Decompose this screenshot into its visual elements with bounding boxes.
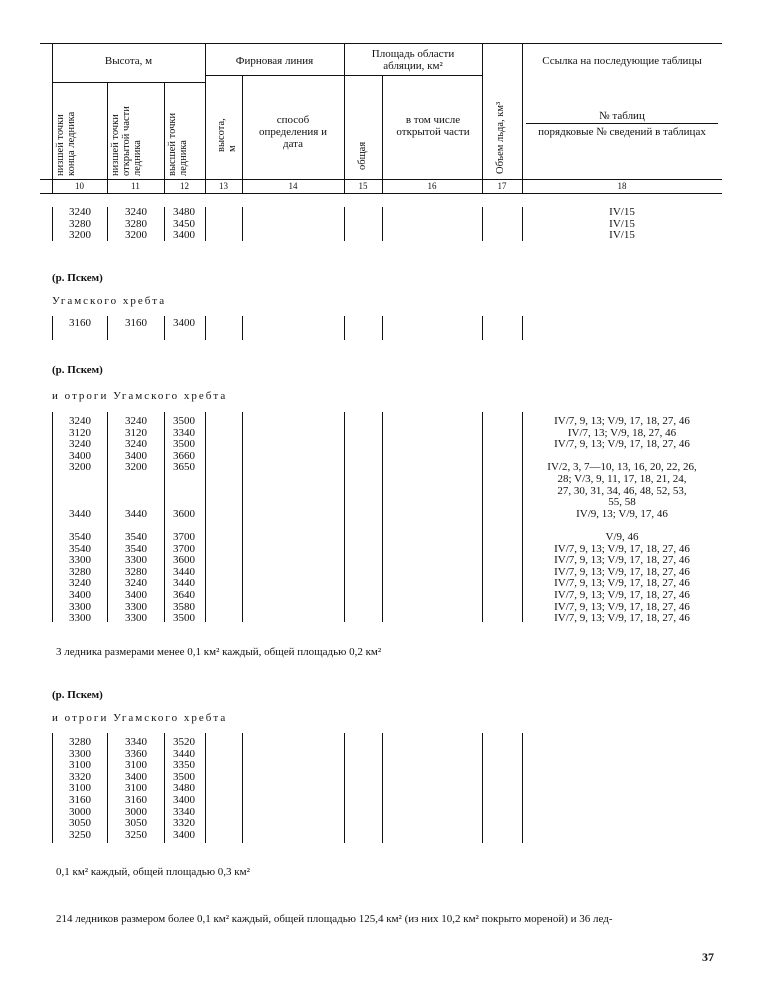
column-rule bbox=[522, 733, 523, 843]
col11-values: 3160 bbox=[125, 317, 147, 329]
column-rule bbox=[164, 316, 165, 340]
column-rule bbox=[482, 733, 483, 843]
header-group-firn: Фирновая линия bbox=[235, 55, 314, 67]
column-rule bbox=[52, 412, 53, 622]
column-rule bbox=[164, 412, 165, 622]
page-number: 37 bbox=[702, 950, 714, 964]
column-rule bbox=[482, 207, 483, 241]
ref-line: IV/7, 13; V/9, 18, 27, 46 bbox=[567, 426, 677, 439]
column-rule bbox=[52, 316, 53, 340]
column-rule bbox=[482, 412, 483, 622]
header-group-height: Высота, м bbox=[104, 55, 153, 67]
ref-line: 28; V/3, 9, 11, 17, 18, 21, 24, bbox=[557, 472, 687, 485]
column-rule bbox=[242, 733, 243, 843]
column-rule bbox=[382, 207, 383, 241]
ref-line: 55, 58 bbox=[608, 496, 636, 509]
ref-line: IV/7, 9, 13; V/9, 17, 18, 27, 46 bbox=[554, 600, 690, 613]
col-number: 12 bbox=[180, 181, 189, 191]
ref-line: IV/7, 9, 13; V/9, 17, 18, 27, 46 bbox=[554, 588, 690, 601]
summary-text: 214 ледников размером более 0,1 км² каждый, общей площадью 125,4 км² (из них 10,2 км² покрыто мореной) и 36 лед- bbox=[56, 913, 613, 925]
column-rule bbox=[205, 733, 206, 843]
col12-values: 3500 3340 3500 3660 3650 3600 3700 3700 3600 3440 3440 3640 3580 3500 bbox=[173, 415, 195, 625]
col10-values: 3240 3280 3200 bbox=[69, 206, 91, 242]
header-col13: высота, м bbox=[216, 118, 238, 152]
column-rule bbox=[107, 207, 108, 241]
column-rule bbox=[164, 207, 165, 241]
column-rule bbox=[344, 412, 345, 622]
column-rule bbox=[52, 733, 53, 843]
header-vline bbox=[382, 75, 383, 193]
column-rule bbox=[107, 316, 108, 340]
section-river: (р. Пскем) bbox=[52, 272, 103, 284]
column-rule bbox=[344, 733, 345, 843]
ref-line: IV/7, 9, 13; V/9, 17, 18, 27, 46 bbox=[554, 554, 690, 567]
col-number: 18 bbox=[617, 181, 627, 191]
height-group-rule bbox=[52, 82, 205, 83]
refs bbox=[522, 416, 722, 625]
header-col11: низшей точки открытой части ледника bbox=[110, 106, 143, 176]
col12-values: 3520 3440 3350 3500 3480 3400 3340 3320 3400 bbox=[173, 736, 195, 841]
ref-line: IV/7, 9, 13; V/9, 17, 18, 27, 46 bbox=[554, 542, 690, 555]
column-rule bbox=[107, 412, 108, 622]
header-vline bbox=[242, 75, 243, 193]
column-rule bbox=[164, 733, 165, 843]
column-rule bbox=[242, 412, 243, 622]
col11-values: 3240 3120 3240 3400 3200 3440 3540 3540 3300 3280 3240 3400 3300 3300 bbox=[125, 415, 147, 625]
col-number: 10 bbox=[75, 181, 84, 191]
column-rule bbox=[205, 316, 206, 340]
col11-values: 3240 3280 3200 bbox=[125, 206, 147, 242]
ref-line: IV/7, 9, 13; V/9, 17, 18, 27, 46 bbox=[554, 565, 690, 578]
refs bbox=[522, 207, 722, 242]
column-rule bbox=[107, 733, 108, 843]
ref-line: IV/15 bbox=[609, 206, 635, 218]
column-rule bbox=[242, 316, 243, 340]
ref-line: IV/9, 13; V/9, 17, 46 bbox=[576, 507, 668, 520]
header-bottom-rule bbox=[40, 193, 722, 194]
col12-values: 3400 bbox=[173, 317, 195, 329]
ref-line: IV/2, 3, 7—10, 13, 16, 20, 22, 26, bbox=[547, 461, 697, 474]
block4-footnote: 0,1 км² каждый, общей площадью 0,3 км² bbox=[56, 866, 250, 878]
section-ridge: и отроги Угамского хребта bbox=[52, 390, 228, 402]
ref-line: IV/15 bbox=[609, 229, 635, 242]
ref-line: IV/15 bbox=[609, 217, 635, 230]
header-col15: общая bbox=[357, 141, 368, 170]
col10-values: 3240 3120 3240 3400 3200 3440 3540 3540 3300 3280 3240 3400 3300 3300 bbox=[69, 415, 91, 625]
section-river: (р. Пскем) bbox=[52, 689, 103, 701]
section-river: (р. Пскем) bbox=[52, 364, 103, 376]
ref-line: V/9, 46 bbox=[605, 530, 639, 543]
ref-line: 27, 30, 31, 34, 46, 48, 52, 53, bbox=[557, 484, 687, 497]
column-rule bbox=[482, 316, 483, 340]
column-rule bbox=[344, 207, 345, 241]
ref-line: IV/7, 9, 13; V/9, 17, 18, 27, 46 bbox=[554, 438, 690, 451]
col-number: 14 bbox=[288, 181, 298, 191]
ref-line: IV/7, 9, 13; V/9, 17, 18, 27, 46 bbox=[554, 612, 690, 625]
col-number: 13 bbox=[219, 181, 228, 191]
header-vline bbox=[107, 82, 108, 193]
column-rule bbox=[242, 207, 243, 241]
column-rule bbox=[382, 412, 383, 622]
header-col17: Объем льда, км³ bbox=[495, 101, 506, 174]
header-numbers-rule bbox=[40, 179, 722, 180]
header-col10: низшей точки конца ледника bbox=[55, 111, 77, 176]
header-group-refs: Ссылка на последующие таблицы bbox=[542, 55, 702, 67]
column-rule bbox=[382, 316, 383, 340]
column-rule bbox=[344, 316, 345, 340]
column-rule bbox=[205, 412, 206, 622]
header-col18-rule bbox=[526, 123, 718, 124]
col11-values: 3340 3360 3100 3400 3100 3160 3000 3050 3250 bbox=[125, 736, 147, 841]
section-ridge: Угамского хребта bbox=[52, 295, 167, 307]
header-col18-bottom: порядковые № сведений в таблицах bbox=[538, 126, 706, 138]
header-vline bbox=[344, 43, 345, 193]
column-rule bbox=[382, 733, 383, 843]
col12-values: 3480 3450 3400 bbox=[173, 206, 195, 242]
col10-values: 3160 bbox=[69, 317, 91, 329]
column-rule bbox=[522, 316, 523, 340]
ref-line: IV/7, 9, 13; V/9, 17, 18, 27, 46 bbox=[554, 577, 690, 590]
ref-line: IV/7, 9, 13; V/9, 17, 18, 27, 46 bbox=[554, 415, 690, 427]
block3-footnote: 3 ледника размерами менее 0,1 км² каждый, общей площадью 0,2 км² bbox=[56, 646, 382, 658]
header-vline bbox=[164, 82, 165, 193]
col-number: 11 bbox=[131, 181, 140, 191]
column-rule bbox=[52, 207, 53, 241]
header-col18-top: № таблиц bbox=[599, 110, 645, 122]
col10-values: 3280 3300 3100 3320 3100 3160 3000 3050 3250 bbox=[69, 736, 91, 841]
header-top-rule bbox=[40, 43, 722, 44]
header-vline bbox=[482, 43, 483, 193]
section-ridge: и отроги Угамского хребта bbox=[52, 712, 228, 724]
header-col16: в том числе открытой части bbox=[396, 114, 470, 138]
header-col14: способ определения и дата bbox=[259, 114, 327, 150]
header-col12: высшей точки ледника bbox=[167, 112, 189, 176]
column-rule bbox=[205, 207, 206, 241]
col-number: 16 bbox=[427, 181, 437, 191]
col-number: 17 bbox=[497, 181, 507, 191]
col-number: 15 bbox=[358, 181, 368, 191]
header-group-ablation: Площадь области абляции, км² bbox=[371, 48, 455, 72]
